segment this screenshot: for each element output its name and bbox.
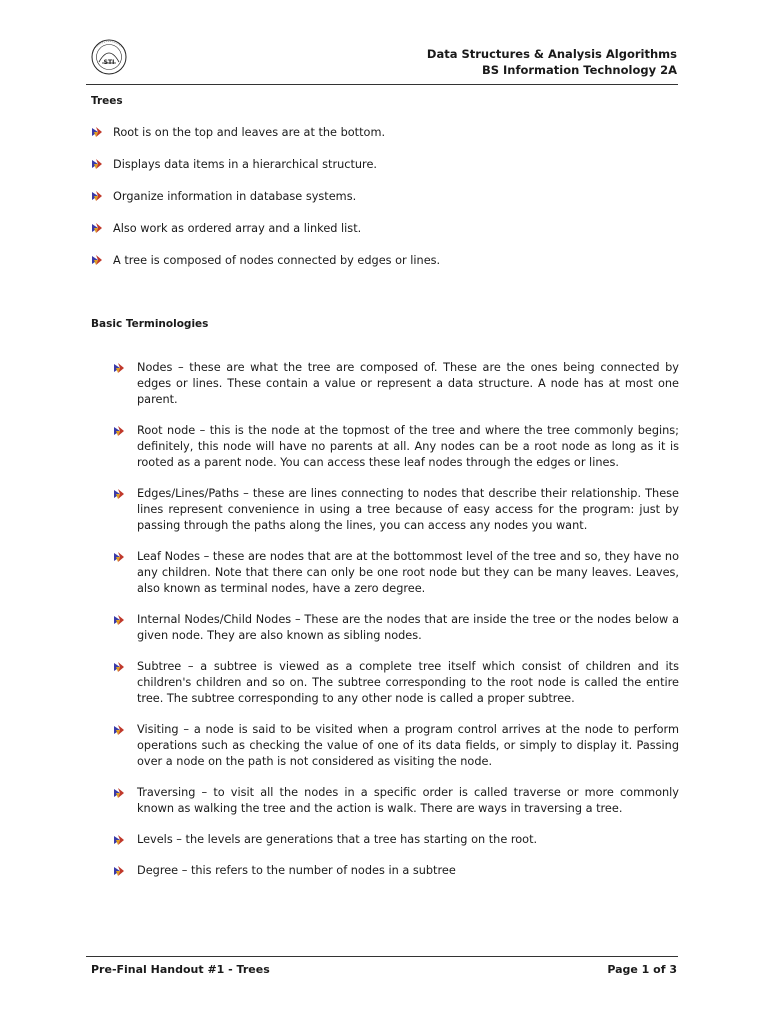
sti-seal-logo-icon: [85, 36, 137, 76]
list-item-text: Leaf Nodes – these are nodes that are at the bottommost level of the tree and so, they have no any children. Note that there can only be one root node but they can be many leaves. Leaves, also known as terminal nodes, have a zero degree.: [137, 550, 679, 595]
svg-text:STI: STI: [103, 59, 115, 66]
list-item-text: Subtree – a subtree is viewed as a complete tree itself which consist of children and its children's children and so on. The subtree corresponding to the root node is called the entire tree. The subtree corresponding to any other node is called a proper subtree.: [137, 660, 679, 705]
arrow-bullet-icon: [113, 614, 125, 626]
arrow-bullet-icon: [91, 222, 103, 234]
list-item-text: Nodes – these are what the tree are composed of. These are the ones being connected by edges or lines. These contain a value or represent a data structure. A node has at most one parent.: [137, 361, 679, 406]
terminology-bullet-list: [113, 360, 679, 894]
trees-bullet-list: [91, 122, 681, 282]
list-item-text: Degree – this refers to the number of nodes in a subtree: [137, 864, 456, 877]
list-item: [113, 863, 679, 879]
arrow-bullet-icon: [113, 425, 125, 437]
list-item: [113, 832, 679, 848]
list-item-text: Visiting – a node is said to be visited when a program control arrives at the node to perform operations such as checking the value of one of its data fields, or simply to display it. Passing over a node on the path is not considered as visiting the node.: [137, 723, 679, 768]
list-item: [113, 423, 679, 471]
arrow-bullet-icon: [113, 724, 125, 736]
list-item-text: Displays data items in a hierarchical structure.: [113, 158, 377, 171]
arrow-bullet-icon: [113, 488, 125, 500]
list-item: [113, 360, 679, 408]
arrow-bullet-icon: [113, 787, 125, 799]
list-item: [113, 785, 679, 817]
footer-divider: [86, 956, 678, 957]
list-item: [91, 154, 681, 186]
header-divider: [86, 84, 678, 85]
list-item: [113, 486, 679, 534]
list-item-text: Root is on the top and leaves are at the bottom.: [113, 126, 386, 139]
list-item: [113, 612, 679, 644]
list-item-text: Edges/Lines/Paths – these are lines connecting to nodes that describe their relationship. These lines represent convenience in using a tree because of easy access for the program: just by passing through the paths along the lines, you can access any nodes you want.: [137, 487, 679, 532]
arrow-bullet-icon: [91, 190, 103, 202]
list-item-text: Internal Nodes/Child Nodes – These are the nodes that are inside the tree or the nodes below a given node. They are also known as sibling nodes.: [137, 613, 679, 642]
arrow-bullet-icon: [113, 661, 125, 673]
arrow-bullet-icon: [113, 551, 125, 563]
trees-heading: Trees: [91, 95, 123, 107]
list-item-text: Also work as ordered array and a linked list.: [113, 222, 362, 235]
arrow-bullet-icon: [91, 254, 103, 266]
list-item: [91, 250, 681, 282]
list-item: [113, 659, 679, 707]
list-item: [113, 722, 679, 770]
footer-page-number: Page 1 of 3: [607, 963, 677, 976]
basic-terminologies-heading: Basic Terminologies: [91, 318, 209, 330]
list-item-text: Organize information in database systems.: [113, 190, 357, 203]
arrow-bullet-icon: [113, 834, 125, 846]
program-title: BS Information Technology 2A: [481, 63, 677, 77]
arrow-bullet-icon: [91, 158, 103, 170]
list-item: [113, 549, 679, 597]
arrow-bullet-icon: [113, 362, 125, 374]
arrow-bullet-icon: [113, 865, 125, 877]
list-item-text: Traversing – to visit all the nodes in a specific order is called traverse or more commonly known as walking the tree and the action is walk. There are ways in traversing a tree.: [137, 786, 679, 815]
list-item-text: A tree is composed of nodes connected by edges or lines.: [113, 254, 441, 267]
document-header: [427, 46, 677, 78]
list-item: [91, 218, 681, 250]
list-item-text: Root node – this is the node at the topmost of the tree and where the tree commonly begins; definitely, this node will have no parents at all. Any nodes can be a root node as long as it is rooted as a parent node. You can access these leaf nodes through the edges or lines.: [137, 424, 679, 469]
arrow-bullet-icon: [91, 126, 103, 138]
list-item: [91, 186, 681, 218]
list-item: [91, 122, 681, 154]
list-item-text: Levels – the levels are generations that a tree has starting on the root.: [137, 833, 538, 846]
course-title: Data Structures & Analysis Algorithms: [426, 47, 677, 61]
footer-handout-title: Pre-Final Handout #1 - Trees: [91, 963, 270, 976]
